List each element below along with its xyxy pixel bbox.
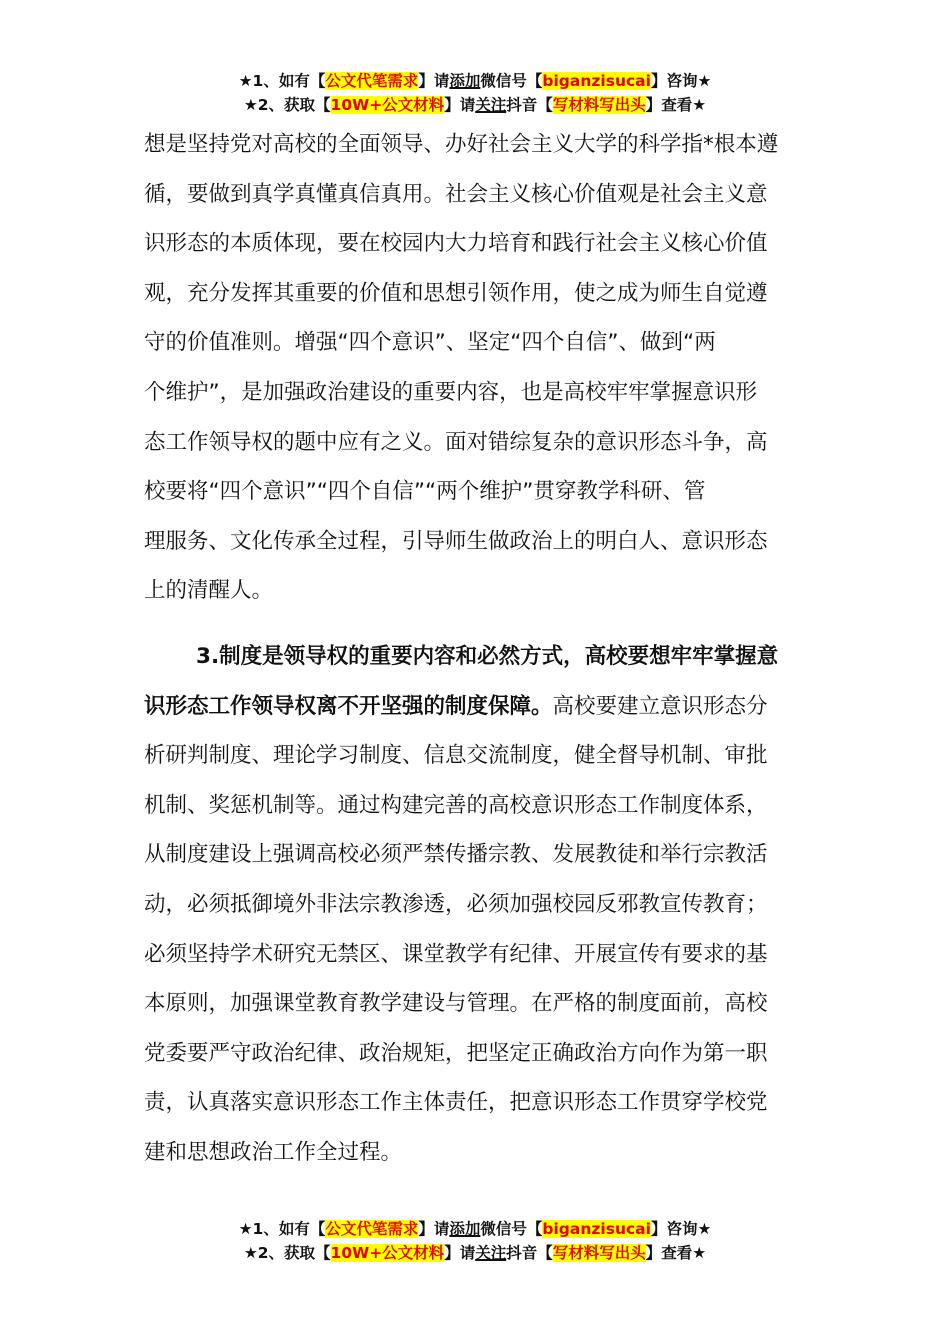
footer-banner	[0, 1217, 950, 1265]
paragraph-line: 态工作领导权的题中应有之义。面对错综复杂的意识形态斗争，高	[144, 429, 768, 455]
section-heading-continuation: 识形态工作领导权离不开坚强的制度保障。	[144, 693, 553, 719]
header-line-2-prefix: ★2、获取【	[243, 96, 331, 114]
header-douyin-account: 写材料写出头	[552, 96, 646, 114]
header-line-2-mid1: 】请	[444, 96, 476, 114]
header-line-2-mid2: 抖音【	[506, 96, 553, 114]
footer-line-2-suffix: 】查看★	[645, 1244, 707, 1262]
paragraph-line: 本原则，加强课堂教育教学建设与管理。在严格的制度面前，高校	[144, 991, 768, 1017]
header-wechat-id: biganzisucai	[542, 72, 651, 90]
header-ghostwriting-highlight: 公文代笔需求	[325, 72, 419, 90]
paragraph-line: 动，必须抵御境外非法宗教渗透，必须加强校园反邪教宣传教育；	[144, 891, 768, 917]
header-materials-highlight: 10W+公文材料	[330, 96, 445, 114]
footer-follow-emphasis: 关注	[475, 1244, 507, 1262]
footer-line-2	[0, 1241, 950, 1265]
paragraph-line: 个维护”，是加强政治建设的重要内容，也是高校牢牢掌握意识形	[144, 379, 758, 405]
footer-add-emphasis: 添加	[449, 1220, 481, 1238]
paragraph-line: 党委要严守政治纪律、政治规矩，把坚定正确政治方向作为第一职	[144, 1040, 768, 1066]
footer-ghostwriting-highlight: 公文代笔需求	[325, 1220, 419, 1238]
paragraph-line: 守的价值准则。增强“四个意识”、坚定“四个自信”、做到“两	[144, 330, 716, 356]
paragraph-line: 循，要做到真学真懂真信真用。社会主义核心价值观是社会主义意	[144, 181, 768, 207]
header-line-2	[0, 93, 950, 117]
footer-line-1-prefix: ★1、如有【	[238, 1220, 326, 1238]
header-line-2-suffix: 】查看★	[645, 96, 707, 114]
section-heading-line-1	[144, 632, 806, 682]
header-banner	[0, 69, 950, 117]
paragraph-line: 建和思想政治工作全过程。	[144, 1139, 403, 1165]
paragraph-line: 观，充分发挥其重要的价值和思想引领作用，使之成为师生自觉遵	[144, 280, 768, 306]
footer-douyin-account: 写材料写出头	[552, 1244, 646, 1262]
footer-line-2-mid2: 抖音【	[506, 1244, 553, 1262]
footer-line-1-suffix: 】咨询★	[650, 1220, 712, 1238]
header-add-emphasis: 添加	[449, 72, 481, 90]
header-line-1	[0, 69, 950, 93]
footer-materials-highlight: 10W+公文材料	[330, 1244, 445, 1262]
paragraph-line: 识形态的本质体现，要在校园内大力培育和践行社会主义核心价值	[144, 231, 768, 257]
paragraph-line: 想是坚持党对高校的全面领导、办好社会主义大学的科学指*根本遵	[144, 132, 779, 157]
footer-line-2-mid1: 】请	[444, 1244, 476, 1262]
header-follow-emphasis: 关注	[475, 96, 507, 114]
paragraph-line: 校要将“四个意识”“四个自信”“两个维护”贯穿教学科研、管	[144, 479, 706, 505]
header-line-1-suffix: 】咨询★	[650, 72, 712, 90]
paragraph-line: 理服务、文化传承全过程，引导师生做政治上的明白人、意识形态	[144, 528, 768, 554]
paragraph-line: 从制度建设上强调高校必须严禁传播宗教、发展教徒和举行宗教活	[144, 842, 768, 868]
footer-line-1-mid2: 微信号【	[480, 1220, 543, 1238]
paragraph-text: 高校要建立意识形态分	[552, 693, 768, 719]
header-line-1-prefix: ★1、如有【	[238, 72, 326, 90]
paragraph-line: 析研判制度、理论学习制度、信息交流制度，健全督导机制、审批	[144, 743, 768, 769]
paragraph-2	[144, 632, 806, 1178]
section-heading-line-2	[144, 682, 806, 732]
header-line-1-mid2: 微信号【	[480, 72, 543, 90]
paragraph-line: 责，认真落实意识形态工作主体责任，把意识形态工作贯穿学校党	[144, 1090, 768, 1116]
paragraph-line: 机制、奖惩机制等。通过构建完善的高校意识形态工作制度体系，	[144, 792, 768, 818]
footer-wechat-id: biganzisucai	[542, 1220, 651, 1238]
footer-line-1	[0, 1217, 950, 1241]
footer-line-1-mid1: 】请	[418, 1220, 450, 1238]
paragraph-1	[144, 120, 806, 616]
header-line-1-mid1: 】请	[418, 72, 450, 90]
section-heading-text: 3.制度是领导权的重要内容和必然方式，高校要想牢牢掌握意	[196, 644, 779, 669]
footer-line-2-prefix: ★2、获取【	[243, 1244, 331, 1262]
paragraph-line: 上的清醒人。	[144, 578, 274, 604]
paragraph-line: 必须坚持学术研究无禁区、课堂教学有纪律、开展宣传有要求的基	[144, 941, 768, 967]
